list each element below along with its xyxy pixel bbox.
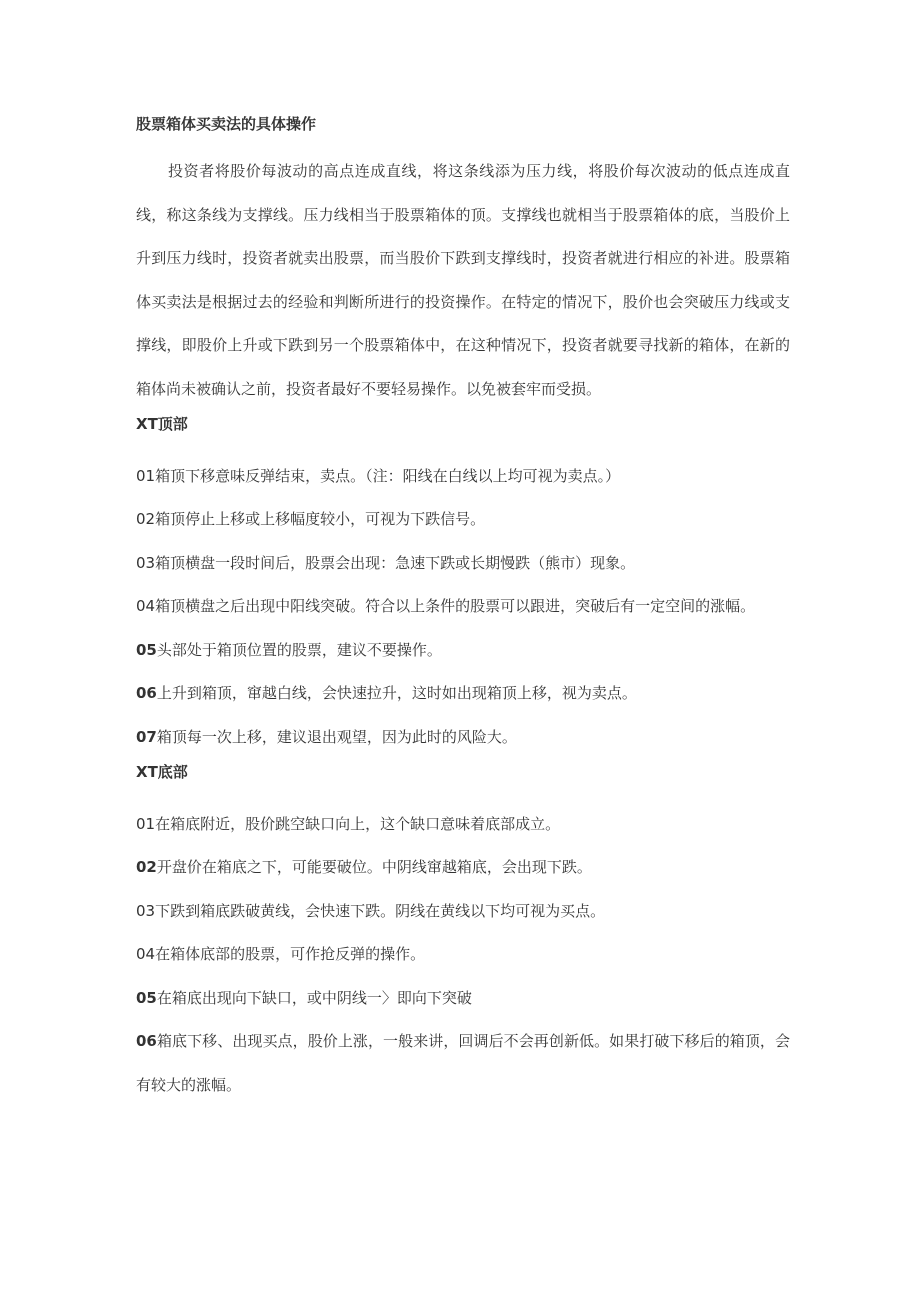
bottom-section-heading: XT底部 [136,763,188,781]
document-body [136,111,790,1107]
item-number: 01 [136,814,156,833]
item-number: 03 [136,553,156,572]
document-title: 股票箱体买卖法的具体操作 [136,115,317,133]
item-text: 在箱体底部的股票，可作抢反弹的操作。 [155,945,426,963]
intro-paragraph: 投资者将股价每波动的高点连成直线，将这条线添为压力线，将股价每次波动的低点连成直线，称这条线为支撑线。压力线相当于股票箱体的顶。支撑线也就相当于股票箱体的底，当股价上升到压力线时，投资者就卖出股票，而当股价下跌到支撑线时，投资者就进行相应的补进。股票箱体买卖法是根据过去的经验和判断所进行的投资操作。在特定的情况下，股价也会突破压力线或支撑线，即股价上升或下跌到另一个股票箱体中，在这种情况下，投资者就要寻找新的箱体，在新的箱体尚未被确认之前，投资者最好不要轻易操作。以免被套牢而受损。 [136,162,790,398]
item-number: 06 [136,684,157,702]
bottom-item-04 [136,933,790,977]
top-section-heading: XT顶部 [136,415,188,433]
top-item-02 [136,498,790,542]
item-text: 箱底下移、出现买点，股价上涨，一般来讲，回调后不会再创新低。如果打破下移后的箱顶，会有较大的涨幅。 [136,1032,790,1094]
bottom-item-01 [136,803,790,847]
item-number: 05 [136,640,157,659]
item-text: 下跌到箱底跌破黄线，会快速下跌。阴线在黄线以下均可视为买点。 [155,901,606,920]
top-item-04 [136,585,790,629]
item-number: 05 [136,988,157,1007]
item-number: 02 [136,858,157,876]
item-number: 04 [136,945,156,963]
top-item-07 [136,716,790,760]
bottom-item-05 [136,977,790,1021]
item-text: 上升到箱顶，窜越白线，会快速拉升，这时如出现箱顶上移，视为卖点。 [156,684,637,702]
item-text: 头部处于箱顶位置的股票，建议不要操作。 [156,640,442,659]
item-text: 开盘价在箱底之下，可能要破位。中阴线窜越箱底，会出现下跌。 [156,858,592,876]
top-item-05 [136,629,790,673]
item-number: 03 [136,901,156,920]
bottom-item-06 [136,1020,790,1107]
item-number: 06 [136,1032,157,1050]
item-number: 04 [136,597,156,615]
item-text: 箱顶下移意味反弹结束，卖点。（注：阳线在白线以上均可视为卖点。） [155,466,621,485]
item-text: 箱顶每一次上移，建议退出观望，因为此时的风险大。 [156,727,517,746]
item-text: 在箱底出现向下缺口，或中阴线一〉即向下突破 [156,988,472,1007]
item-text: 箱顶横盘之后出现中阳线突破。符合以上条件的股票可以跟进，突破后有一定空间的涨幅。 [155,597,756,615]
item-number: 01 [136,466,156,485]
item-number: 02 [136,510,156,528]
top-item-01 [136,455,790,499]
item-text: 箱顶停止上移或上移幅度较小，可视为下跌信号。 [155,510,486,528]
top-item-06 [136,672,790,716]
item-text: 箱顶横盘一段时间后，股票会出现：急速下跌或长期慢跌（熊市）现象。 [155,553,636,572]
bottom-item-02 [136,846,790,890]
top-item-03 [136,542,790,586]
bottom-item-03 [136,890,790,934]
item-number: 07 [136,727,157,746]
item-text: 在箱底附近，股价跳空缺口向上，这个缺口意味着底部成立。 [155,814,561,833]
